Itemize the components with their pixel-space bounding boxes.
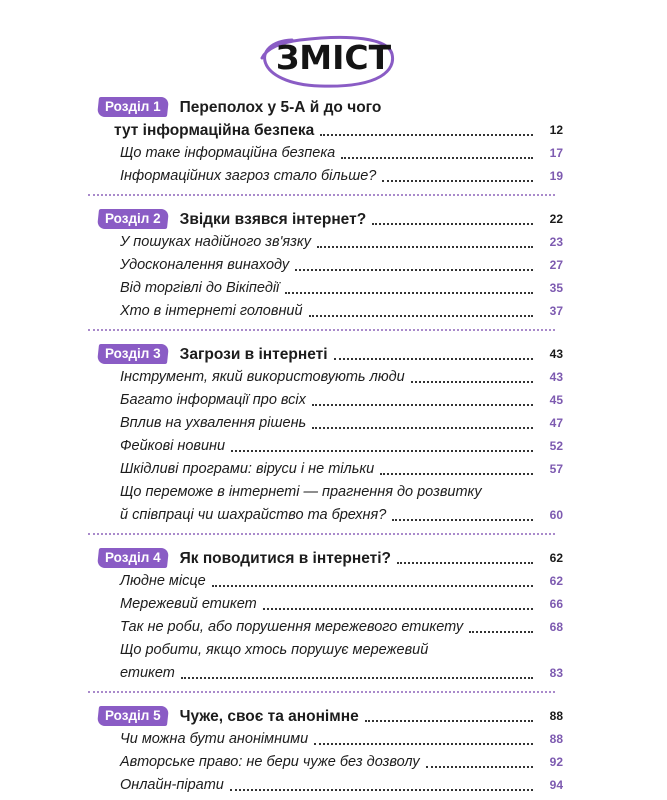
toc-entry[interactable]	[0, 231, 667, 254]
entry-title: Що таке інформаційна безпека	[120, 145, 336, 161]
dot-leader	[312, 404, 533, 406]
entry-title: Шкідливі програми: віруси і не тільки	[120, 461, 375, 477]
page-number: 43	[549, 347, 563, 361]
entry-title: Інструмент, який використовують люди	[120, 369, 405, 385]
page-number: 52	[549, 439, 563, 453]
dot-leader	[334, 358, 533, 360]
entry-title: У пошуках надійного зв'язку	[120, 234, 311, 250]
entry-title: Авторське право: не бери чуже без дозволу	[120, 754, 420, 770]
dot-leader	[285, 292, 533, 294]
dot-leader	[231, 450, 533, 452]
page-number: 88	[549, 709, 563, 723]
section-4-heading[interactable]	[0, 547, 667, 570]
dot-leader	[317, 246, 533, 248]
page-number: 94	[549, 778, 563, 792]
toc-entry[interactable]	[0, 570, 667, 593]
page-number: 92	[549, 755, 563, 769]
page-number: 27	[549, 258, 563, 272]
page-number: 43	[549, 370, 563, 384]
toc-entry[interactable]	[0, 277, 667, 300]
entry-title: Багато інформації про всіх	[120, 392, 306, 408]
toc-entry[interactable]	[0, 300, 667, 323]
entry-title: етикет	[120, 665, 175, 681]
entry-title: Удосконалення винаходу	[120, 257, 290, 273]
dot-leader	[426, 766, 533, 768]
toc-entry-long-line1[interactable]: Що переможе в інтернеті — прагнення до розвитку	[120, 484, 482, 500]
section-title: Звідки взявся інтернет?	[179, 211, 367, 228]
entry-title: Хто в інтернеті головний	[120, 303, 303, 319]
entry-title: Вплив на ухвалення рішень	[120, 415, 307, 431]
section-badge: Розділ 2	[97, 209, 169, 229]
section-title-line2: тут інформаційна безпека	[114, 122, 315, 139]
section-1-heading-continued[interactable]	[0, 119, 667, 142]
page-number: 62	[549, 551, 563, 565]
toc-entry[interactable]	[0, 616, 667, 639]
section-title: Загрози в інтернеті	[179, 346, 328, 363]
section-badge: Розділ 3	[97, 344, 169, 364]
toc-entry[interactable]	[0, 142, 667, 165]
toc-entry[interactable]	[0, 593, 667, 616]
section-3-heading[interactable]	[0, 343, 667, 366]
page-number: 83	[549, 666, 563, 680]
entry-title: Людне місце	[120, 573, 206, 589]
dot-leader	[380, 473, 533, 475]
section-badge: Розділ 1	[97, 97, 169, 117]
entry-title: Інформаційних загроз стало більше?	[120, 168, 377, 184]
section-badge: Розділ 5	[97, 706, 169, 726]
page-number: 12	[549, 123, 563, 137]
dot-leader	[382, 180, 533, 182]
toc-entry[interactable]	[0, 751, 667, 774]
section-1	[0, 96, 667, 196]
dot-leader	[181, 677, 533, 679]
entry-title: Від торгівлі до Вікіпедії	[120, 280, 280, 296]
toc-entry[interactable]	[0, 435, 667, 458]
toc-entry-long-line2[interactable]	[0, 662, 667, 685]
dot-leader	[309, 315, 533, 317]
page-number: 35	[549, 281, 563, 295]
dot-leader	[212, 585, 533, 587]
table-of-contents	[0, 96, 667, 800]
entry-title: Так не роби, або порушення мережевого етикету	[120, 619, 464, 635]
page-number: 68	[549, 620, 563, 634]
page-number: 57	[549, 462, 563, 476]
dot-leader	[263, 608, 533, 610]
dot-leader	[411, 381, 533, 383]
section-2-heading[interactable]	[0, 208, 667, 231]
page-number: 17	[549, 146, 563, 160]
dot-leader	[397, 562, 533, 564]
toc-entry[interactable]	[0, 366, 667, 389]
dot-leader	[341, 157, 533, 159]
toc-entry[interactable]	[0, 412, 667, 435]
entry-title: Онлайн-пірати	[120, 777, 224, 793]
dot-leader	[230, 789, 533, 791]
dot-leader	[312, 427, 533, 429]
toc-entry[interactable]	[0, 165, 667, 188]
page-number: 47	[549, 416, 563, 430]
dot-leader	[365, 720, 533, 722]
toc-entry-long-line2[interactable]	[0, 504, 667, 527]
page-title: ЗМІСТ	[275, 38, 392, 77]
toc-entry-long-line1[interactable]: Що робити, якщо хтось порушує мережевий	[120, 642, 429, 658]
dot-leader	[372, 223, 533, 225]
section-5	[0, 705, 667, 800]
page-number: 66	[549, 597, 563, 611]
section-1-heading[interactable]	[0, 96, 667, 119]
page-number: 62	[549, 574, 563, 588]
section-title: Чуже, своє та анонімне	[179, 708, 359, 725]
page-number: 37	[549, 304, 563, 318]
section-5-heading[interactable]	[0, 705, 667, 728]
entry-title: Фейкові новини	[120, 438, 226, 454]
page-number: 22	[549, 212, 563, 226]
dot-leader	[314, 743, 533, 745]
page-number: 60	[549, 508, 563, 522]
section-3	[0, 343, 667, 535]
dot-leader	[295, 269, 533, 271]
toc-title-block	[0, 28, 667, 92]
page-number: 19	[549, 169, 563, 183]
toc-entry[interactable]	[0, 728, 667, 751]
entry-title: Чи можна бути анонімними	[120, 731, 309, 747]
dot-leader	[392, 519, 533, 521]
page-number: 23	[549, 235, 563, 249]
toc-entry[interactable]	[0, 458, 667, 481]
dot-leader	[320, 134, 533, 136]
section-title: Як поводитися в інтернеті?	[179, 550, 392, 567]
entry-title: Мережевий етикет	[120, 596, 257, 612]
toc-entry[interactable]	[0, 389, 667, 412]
section-2	[0, 208, 667, 331]
page-number: 88	[549, 732, 563, 746]
dot-leader	[469, 631, 533, 633]
section-badge: Розділ 4	[97, 548, 169, 568]
section-4	[0, 547, 667, 693]
entry-title: й співпраці чи шахрайство та брехня?	[120, 507, 387, 523]
page-number: 45	[549, 393, 563, 407]
section-title: Переполох у 5-А й до чого	[179, 99, 382, 116]
toc-entry[interactable]	[0, 774, 667, 797]
toc-entry[interactable]	[0, 254, 667, 277]
